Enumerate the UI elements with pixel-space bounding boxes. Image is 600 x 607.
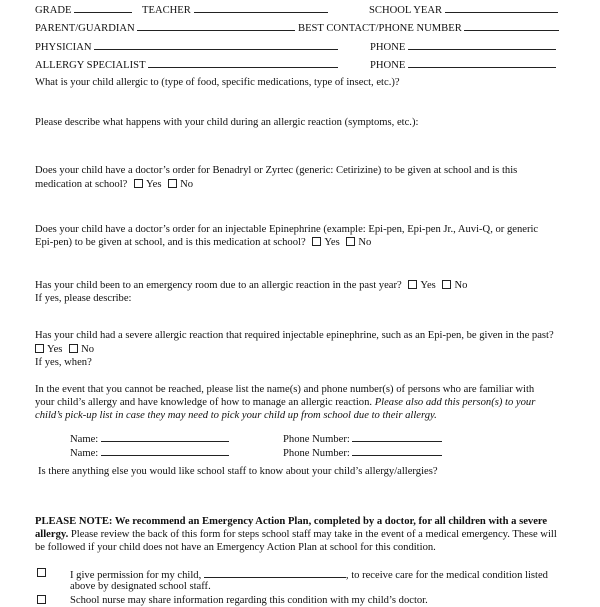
question-anything-else: Is there anything else you would like school staff to know about your child’s allergy/allergies? [38,466,438,477]
child-name-input[interactable] [204,568,346,578]
question-allergens: What is your child allergic to (type of food, specific medications, type of insect, etc.)? [35,77,400,88]
contacts-intro-text: your child’s allergy and have knowledge of how to manage an allergic reaction. [35,397,373,408]
emergency-room-yes-option[interactable] [408,280,435,291]
physician-input[interactable] [94,40,338,50]
note-allergy-bold: allergy. [35,529,69,540]
phone-number-label: Phone Number: [283,448,350,459]
emergency-room-no-option[interactable] [442,280,467,291]
contact-1-name-input[interactable] [101,432,229,442]
contact-2-name-field [70,446,229,460]
allergy-specialist-label: ALLERGY SPECIALIST [35,60,146,71]
emergency-room-describe: If yes, please describe: [35,293,132,304]
school-year-input[interactable] [445,3,558,13]
question-epinephrine: Does your child have a doctor’s order for an injectable Epinephrine (example: Epi-pen, Epi-pen Jr., Auvi-Q, or generic [35,224,539,235]
grade-input[interactable] [74,3,132,13]
best-contact-input[interactable] [464,21,559,31]
contact-1-name-field [70,432,229,446]
severe-reaction-when: If yes, when? [35,357,92,368]
contact-2-phone-input[interactable] [352,446,442,456]
contact-1-phone-input[interactable] [352,432,442,442]
checkbox-icon[interactable] [69,344,78,353]
specialist-phone-label: PHONE [370,60,406,71]
note-line1: PLEASE NOTE: We recommend an Emergency Action Plan, completed by a doctor, for all children with a severe [35,516,548,527]
question-epinephrine-text: Epi-pen) to be given at school, and is this medication at school? [35,237,306,248]
checkbox-icon[interactable] [134,179,143,188]
yes-label: Yes [47,344,63,355]
physician-phone-field [370,40,556,54]
note-review-text: Please review the back of this form for steps school staff may take in the event of a medical emergency. These will [70,529,557,540]
checkbox-icon[interactable] [312,237,321,246]
note-line3: be followed if your child does not have an Emergency Action Plan at school for this condition. [35,542,436,553]
checkbox-icon[interactable] [35,344,44,353]
severe-reaction-yes-option[interactable] [35,344,62,355]
checkbox-icon[interactable] [442,280,451,289]
teacher-field [142,3,328,17]
question-antihistamine-text: medication at school? [35,179,128,190]
contact-2-name-input[interactable] [101,446,229,456]
contact-2-phone-field [283,446,442,460]
physician-label: PHYSICIAN [35,42,92,53]
antihistamine-no-option[interactable] [168,179,193,190]
teacher-input[interactable] [194,3,328,13]
grade-field [35,3,132,17]
note-line2 [35,529,557,541]
question-emergency-room-text: Has your child been to an emergency room due to an allergic reaction in the past year? [35,280,402,291]
severe-reaction-choices [35,344,94,356]
question-antihistamine-line2 [35,179,193,191]
permission-1-text: I give permission for my child, [70,570,202,581]
permission-1-line2: above by designated school staff. [70,581,211,592]
best-contact-label: BEST CONTACT/PHONE NUMBER [298,23,462,34]
specialist-phone-field [370,58,556,72]
school-year-label: SCHOOL YEAR [369,5,443,16]
name-label: Name: [70,448,99,459]
contacts-intro-line2 [35,397,535,409]
permission-1-checkbox[interactable] [37,568,49,580]
checkbox-icon[interactable] [37,568,46,577]
contacts-intro-line1: In the event that you cannot be reached, please list the name(s) and phone number(s) of persons who are familiar with [35,384,535,395]
checkbox-icon[interactable] [346,237,355,246]
teacher-label: TEACHER [142,5,191,16]
physician-phone-input[interactable] [408,40,556,50]
phone-number-label: Phone Number: [283,434,350,445]
name-label: Name: [70,434,99,445]
question-severe-reaction: Has your child had a severe allergic reaction that required injectable epinephrine, such as an Epi-pen, be given in the past? [35,330,554,341]
contacts-intro-italic: Please also add this person(s) to your [374,397,536,408]
question-symptoms: Please describe what happens with your child during an allergic reaction (symptoms, etc.): [35,117,419,128]
yes-label: Yes [324,237,340,248]
yes-label: Yes [146,179,162,190]
best-contact-field [298,21,559,35]
checkbox-icon[interactable] [168,179,177,188]
physician-phone-label: PHONE [370,42,406,53]
contact-1-phone-field [283,432,442,446]
permission-1-line1 [70,568,548,582]
question-antihistamine: Does your child have a doctor’s order for Benadryl or Zyrtec (generic: Cetirizine) to be given at school and is this [35,165,518,176]
epinephrine-no-option[interactable] [346,237,371,248]
checkbox-icon[interactable] [408,280,417,289]
permission-2-line1: School nurse may share information regarding this condition with my child’s doctor. [70,595,428,606]
antihistamine-yes-option[interactable] [134,179,161,190]
question-emergency-room [35,280,467,292]
specialist-phone-input[interactable] [408,58,556,68]
permission-1-text-rest: , to receive care for the medical condition listed [345,570,548,581]
permission-2-checkbox[interactable] [37,595,49,607]
allergy-specialist-field [35,58,338,72]
school-year-field [369,3,558,17]
epinephrine-yes-option[interactable] [312,237,339,248]
no-label: No [81,344,95,355]
yes-label: Yes [420,280,436,291]
no-label: No [454,280,468,291]
no-label: No [180,179,194,190]
severe-reaction-no-option[interactable] [69,344,94,355]
allergy-specialist-input[interactable] [148,58,338,68]
parent-label: PARENT/GUARDIAN [35,23,135,34]
parent-field [35,21,295,35]
grade-label: GRADE [35,5,72,16]
no-label: No [358,237,372,248]
question-epinephrine-line2 [35,237,371,249]
parent-input[interactable] [137,21,295,31]
contacts-intro-line3: child’s pick-up list in case they may need to pick your child up from school due to their allergy. [35,410,437,421]
physician-field [35,40,338,54]
